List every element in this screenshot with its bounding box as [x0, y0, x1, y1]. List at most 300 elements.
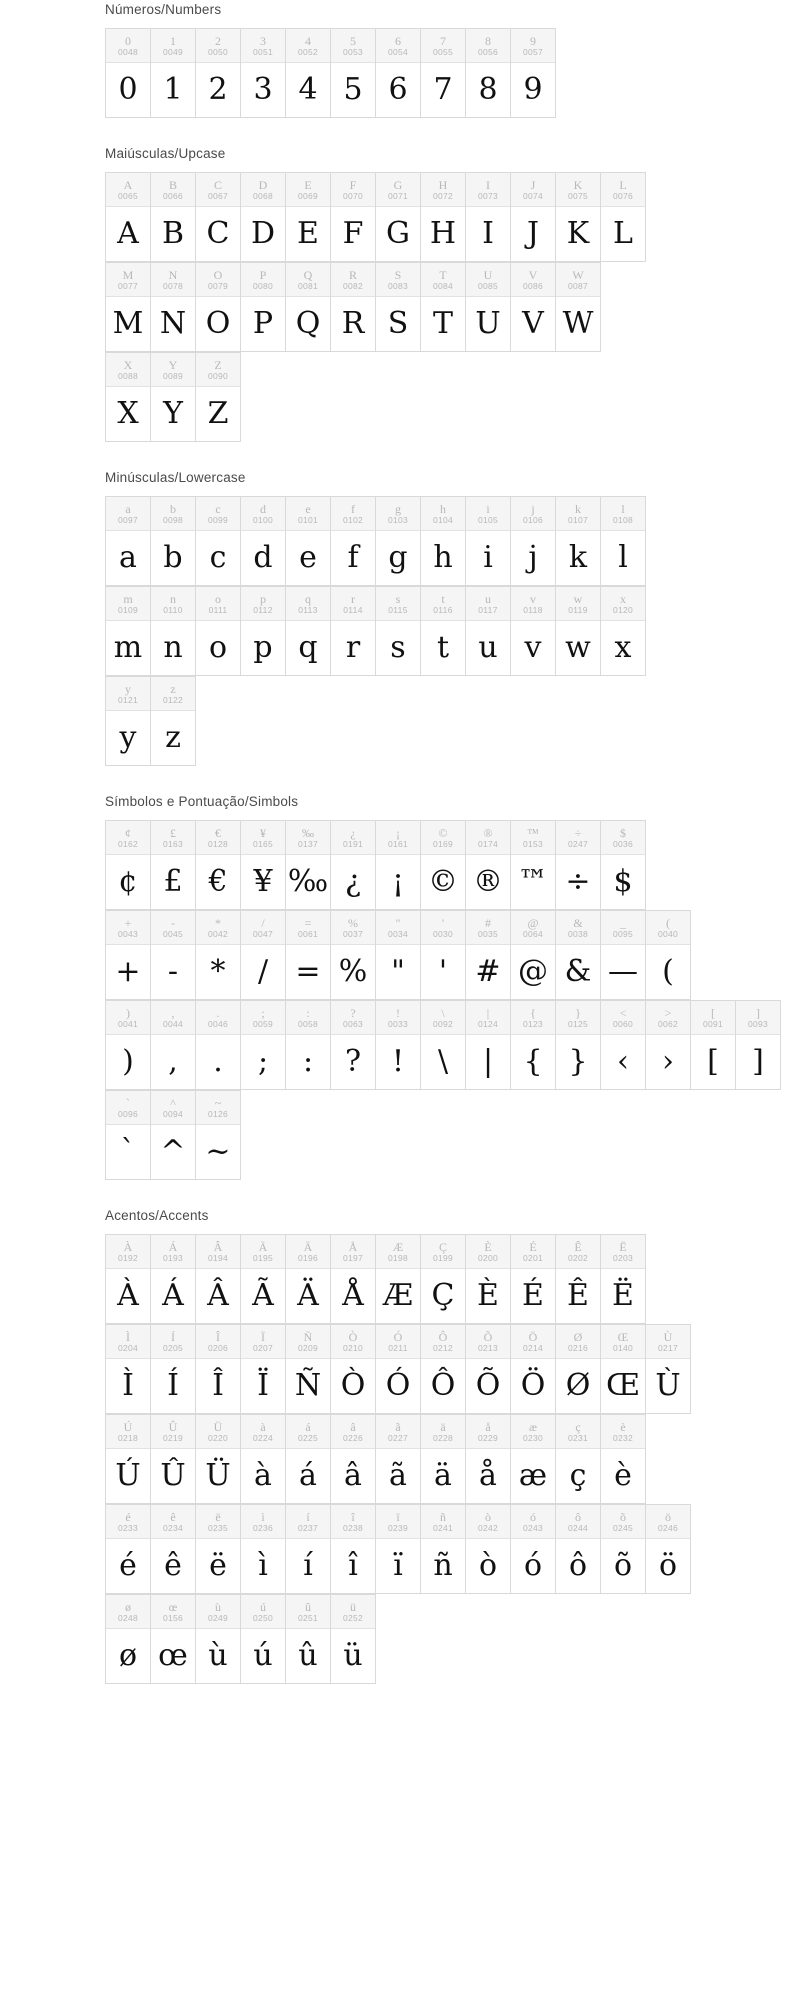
glyph-row [105, 1324, 691, 1414]
glyph-sample: R [341, 306, 365, 341]
glyph-sample: v [524, 630, 542, 665]
glyph-character-label: ü [350, 1599, 356, 1614]
glyph-cell[interactable] [196, 173, 241, 262]
glyph-sample: É [522, 1278, 544, 1313]
glyph-cell[interactable] [106, 1235, 151, 1324]
glyph-cell[interactable] [196, 29, 241, 118]
glyph-cell[interactable] [466, 1001, 511, 1090]
glyph-cell-header [196, 353, 240, 387]
glyph-cell[interactable] [241, 1505, 286, 1594]
glyph-cell[interactable] [241, 821, 286, 910]
glyph-cell[interactable] [736, 1001, 781, 1090]
glyph-cell[interactable] [106, 677, 151, 766]
glyph-cell[interactable] [106, 29, 151, 118]
glyph-cell[interactable] [151, 29, 196, 118]
glyph-sample: ï [393, 1548, 403, 1583]
glyph-cell[interactable] [286, 1001, 331, 1090]
glyph-cell[interactable] [151, 1505, 196, 1594]
glyph-code-label: 0038 [567, 928, 589, 939]
glyph-character-label: Ó [393, 1329, 403, 1344]
glyph-character-label: K [573, 177, 583, 192]
glyph-cell-header [601, 1415, 645, 1449]
glyph-character-label: ] [756, 1005, 760, 1020]
glyph-code-label: 0085 [477, 280, 499, 291]
glyph-character-label: > [664, 1005, 672, 1020]
glyph-cell[interactable] [286, 587, 331, 676]
glyph-code-label: 0101 [297, 514, 319, 525]
glyph-cell[interactable] [286, 1595, 331, 1684]
glyph-cell[interactable] [331, 1235, 376, 1324]
glyph-cell[interactable] [421, 1235, 466, 1324]
glyph-cell[interactable] [151, 1415, 196, 1504]
glyph-cell[interactable] [376, 173, 421, 262]
glyph-cell[interactable] [511, 1235, 556, 1324]
glyph-cell[interactable] [601, 173, 646, 262]
glyph-character-label: H [438, 177, 448, 192]
glyph-cell[interactable] [511, 911, 556, 1000]
glyph-cell[interactable] [106, 263, 151, 352]
glyph-sample: ¿ [344, 864, 362, 899]
glyph-cell-header [331, 263, 375, 297]
glyph-cell-header [151, 1091, 195, 1125]
glyph-cell[interactable] [196, 1091, 241, 1180]
glyph-character-label: Ù [663, 1329, 673, 1344]
glyph-character-label: k [575, 501, 581, 516]
glyph-cell[interactable] [376, 1505, 421, 1594]
glyph-cell[interactable] [196, 1505, 241, 1594]
glyph-character-label: 7 [440, 33, 446, 48]
glyph-code-label: 0162 [117, 838, 139, 849]
glyph-cell-header [151, 821, 195, 855]
glyph-cell[interactable] [421, 1505, 466, 1594]
glyph-cell[interactable] [466, 263, 511, 352]
glyph-cell[interactable] [196, 497, 241, 586]
glyph-cell[interactable] [376, 1235, 421, 1324]
glyph-cell[interactable] [286, 1235, 331, 1324]
glyph-cell[interactable] [421, 587, 466, 676]
glyph-cell[interactable] [466, 587, 511, 676]
glyph-cell[interactable] [241, 1001, 286, 1090]
glyph-cell[interactable] [106, 1325, 151, 1414]
glyph-cell-header [601, 1505, 645, 1539]
glyph-cell[interactable] [286, 1325, 331, 1414]
glyph-cell[interactable] [601, 587, 646, 676]
glyph-sample: X [117, 396, 139, 431]
glyph-cell[interactable] [196, 263, 241, 352]
glyph-sample: ë [209, 1548, 227, 1583]
glyph-cell[interactable] [376, 263, 421, 352]
glyph-character-label: % [348, 915, 358, 930]
glyph-cell[interactable] [331, 1001, 376, 1090]
glyph-cell[interactable] [151, 911, 196, 1000]
glyph-character-label: m [123, 591, 133, 606]
glyph-cell-header [196, 587, 240, 621]
glyph-sample: | [482, 1044, 494, 1079]
glyph-cell-header [241, 911, 285, 945]
glyph-character-label: V [528, 267, 538, 282]
glyph-character-label: Ü [213, 1419, 223, 1434]
glyph-cell[interactable] [151, 1001, 196, 1090]
glyph-cell[interactable] [331, 911, 376, 1000]
glyph-sample: p [253, 630, 273, 665]
glyph-cell-header [421, 1235, 465, 1269]
glyph-cell[interactable] [151, 497, 196, 586]
glyph-cell-header [421, 263, 465, 297]
glyph-code-label: 0104 [432, 514, 454, 525]
glyph-sample: ù [208, 1638, 228, 1673]
glyph-cell-header [106, 1091, 150, 1125]
glyph-sample: K [566, 216, 590, 251]
glyph-cell[interactable] [286, 29, 331, 118]
glyph-cell-header [151, 1325, 195, 1359]
glyph-code-label: 0067 [207, 190, 229, 201]
glyph-sample: P [252, 306, 274, 341]
glyph-cell-header [331, 1325, 375, 1359]
glyph-cell[interactable] [646, 1505, 691, 1594]
glyph-character-label: [ [711, 1005, 715, 1020]
glyph-cell[interactable] [331, 1415, 376, 1504]
glyph-cell[interactable] [151, 587, 196, 676]
glyph-code-label: 0212 [432, 1342, 454, 1353]
glyph-cell[interactable] [151, 1325, 196, 1414]
glyph-sample: u [478, 630, 498, 665]
glyph-cell[interactable] [601, 1325, 646, 1414]
glyph-cell[interactable] [241, 29, 286, 118]
glyph-cell[interactable] [376, 497, 421, 586]
glyph-cell[interactable] [601, 497, 646, 586]
glyph-cell[interactable] [106, 497, 151, 586]
glyph-sample: f [347, 540, 359, 575]
glyph-cell[interactable] [106, 1001, 151, 1090]
glyph-cell[interactable] [376, 911, 421, 1000]
glyph-cell[interactable] [601, 911, 646, 1000]
glyph-code-label: 0161 [387, 838, 409, 849]
glyph-cell[interactable] [421, 29, 466, 118]
glyph-character-label: û [305, 1599, 311, 1614]
glyph-cell[interactable] [241, 263, 286, 352]
glyph-cell-header [286, 821, 330, 855]
glyph-sample: I [482, 216, 494, 251]
glyph-sample: { [523, 1044, 543, 1079]
glyph-character-label: i [486, 501, 490, 516]
glyph-cell[interactable] [466, 29, 511, 118]
glyph-cell[interactable] [511, 29, 556, 118]
glyph-cell[interactable] [106, 173, 151, 262]
glyph-character-label: , [171, 1005, 175, 1020]
glyph-cell[interactable] [241, 911, 286, 1000]
glyph-code-label: 0248 [117, 1612, 139, 1623]
glyph-cell[interactable] [151, 1091, 196, 1180]
glyph-cell-header [196, 173, 240, 207]
glyph-cell[interactable] [151, 353, 196, 442]
glyph-cell[interactable] [421, 1001, 466, 1090]
glyph-code-label: 0069 [297, 190, 319, 201]
glyph-character-label: 0 [125, 33, 131, 48]
glyph-cell[interactable] [106, 1091, 151, 1180]
glyph-cell-header [556, 1415, 600, 1449]
glyph-cell-header [421, 173, 465, 207]
glyph-cell[interactable] [376, 29, 421, 118]
glyph-code-label: 0193 [162, 1252, 184, 1263]
glyph-cell[interactable] [376, 587, 421, 676]
glyph-character-label: ¿ [350, 825, 356, 840]
glyph-row [105, 496, 646, 586]
glyph-cell[interactable] [511, 1505, 556, 1594]
glyph-cell[interactable] [466, 1235, 511, 1324]
glyph-cell[interactable] [556, 911, 601, 1000]
glyph-code-label: 0116 [433, 604, 453, 615]
glyph-cell[interactable] [646, 1325, 691, 1414]
glyph-sample: 6 [388, 72, 408, 107]
glyph-cell[interactable] [466, 1505, 511, 1594]
glyph-cell[interactable] [286, 911, 331, 1000]
glyph-cell[interactable] [151, 821, 196, 910]
glyph-character-label: y [125, 681, 131, 696]
glyph-cell[interactable] [511, 587, 556, 676]
glyph-cell[interactable] [466, 173, 511, 262]
glyph-cell-header [331, 1415, 375, 1449]
glyph-cell[interactable] [601, 821, 646, 910]
glyph-cell[interactable] [241, 587, 286, 676]
glyph-cell[interactable] [196, 1235, 241, 1324]
glyph-cell[interactable] [511, 1325, 556, 1414]
glyph-cell[interactable] [466, 1325, 511, 1414]
glyph-cell-header [466, 173, 510, 207]
glyph-cell[interactable] [421, 173, 466, 262]
glyph-character-label: W [572, 267, 584, 282]
glyph-cell-header [286, 29, 330, 63]
glyph-cell[interactable] [646, 1001, 691, 1090]
glyph-cell[interactable] [556, 497, 601, 586]
glyph-cell[interactable] [421, 497, 466, 586]
glyph-character-label: M [122, 267, 134, 282]
glyph-cell[interactable] [466, 1415, 511, 1504]
glyph-cell[interactable] [556, 1325, 601, 1414]
glyph-character-label: Ì [126, 1329, 130, 1344]
glyph-rows [105, 820, 800, 1180]
glyph-cell[interactable] [601, 1235, 646, 1324]
glyph-cell[interactable] [421, 1415, 466, 1504]
glyph-character-label: À [123, 1239, 133, 1254]
glyph-cell[interactable] [466, 497, 511, 586]
glyph-cell[interactable] [286, 497, 331, 586]
glyph-cell[interactable] [511, 1415, 556, 1504]
glyph-cell[interactable] [421, 821, 466, 910]
glyph-sample: ™ [518, 864, 548, 899]
glyph-sample: o [208, 630, 228, 665]
glyph-cell[interactable] [466, 911, 511, 1000]
glyph-cell[interactable] [286, 173, 331, 262]
glyph-cell-header [331, 821, 375, 855]
glyph-sample: J [526, 216, 540, 251]
glyph-sample: Q [295, 306, 321, 341]
glyph-cell[interactable] [421, 1325, 466, 1414]
glyph-cell[interactable] [556, 587, 601, 676]
glyph-cell-header [466, 1001, 510, 1035]
glyph-cell-header [241, 1595, 285, 1629]
glyph-cell[interactable] [196, 1001, 241, 1090]
glyph-cell-header [286, 1235, 330, 1269]
glyph-cell[interactable] [421, 263, 466, 352]
glyph-cell[interactable] [106, 911, 151, 1000]
glyph-cell[interactable] [376, 1415, 421, 1504]
glyph-cell[interactable] [151, 173, 196, 262]
glyph-cell[interactable] [556, 1001, 601, 1090]
glyph-sample: ÷ [565, 864, 591, 899]
glyph-cell[interactable] [601, 1415, 646, 1504]
glyph-cell-header [151, 497, 195, 531]
glyph-cell[interactable] [241, 1595, 286, 1684]
glyph-code-label: 0220 [207, 1432, 229, 1443]
glyph-sample: € [208, 864, 228, 899]
glyph-cell[interactable] [511, 1001, 556, 1090]
glyph-cell[interactable] [376, 1325, 421, 1414]
glyph-cell[interactable] [601, 1505, 646, 1594]
glyph-cell[interactable] [196, 353, 241, 442]
glyph-character-label: ê [170, 1509, 176, 1524]
glyph-code-label: 0207 [252, 1342, 274, 1353]
glyph-cell[interactable] [151, 263, 196, 352]
glyph-cell[interactable] [601, 1001, 646, 1090]
glyph-code-label: 0239 [387, 1522, 409, 1533]
glyph-sample: æ [518, 1458, 548, 1493]
glyph-cell[interactable] [286, 1505, 331, 1594]
glyph-sample: 5 [343, 72, 363, 107]
glyph-sample: ! [391, 1044, 405, 1079]
glyph-cell[interactable] [376, 1001, 421, 1090]
glyph-cell[interactable] [106, 587, 151, 676]
glyph-sample: Ù [655, 1368, 681, 1403]
glyph-sample: ö [658, 1548, 678, 1583]
glyph-cell[interactable] [286, 821, 331, 910]
glyph-cell[interactable] [106, 1415, 151, 1504]
glyph-cell[interactable] [241, 1325, 286, 1414]
glyph-character-label: + [124, 915, 132, 930]
glyph-cell[interactable] [331, 1595, 376, 1684]
glyph-cell[interactable] [331, 29, 376, 118]
glyph-character-label: ö [665, 1509, 671, 1524]
glyph-code-label: 0083 [387, 280, 409, 291]
glyph-sample: Î [212, 1368, 224, 1403]
glyph-character-label: ¡ [396, 825, 400, 840]
glyph-cell[interactable] [331, 821, 376, 910]
glyph-character-label: ! [396, 1005, 400, 1020]
glyph-cell[interactable] [466, 821, 511, 910]
glyph-cell[interactable] [556, 173, 601, 262]
glyph-cell-header [511, 911, 555, 945]
glyph-cell[interactable] [196, 1415, 241, 1504]
glyph-cell[interactable] [241, 173, 286, 262]
glyph-cell[interactable] [691, 1001, 736, 1090]
glyph-cell[interactable] [331, 1505, 376, 1594]
glyph-code-label: 0246 [657, 1522, 679, 1533]
glyph-character-label: 8 [485, 33, 491, 48]
glyph-cell[interactable] [646, 911, 691, 1000]
glyph-cell-header [331, 1235, 375, 1269]
glyph-sample: Ã [252, 1278, 274, 1313]
glyph-cell[interactable] [511, 263, 556, 352]
glyph-cell[interactable] [331, 497, 376, 586]
glyph-code-label: 0050 [207, 46, 229, 57]
glyph-code-label: 0228 [432, 1432, 454, 1443]
glyph-cell[interactable] [511, 497, 556, 586]
glyph-cell[interactable] [556, 1415, 601, 1504]
glyph-cell[interactable] [151, 1595, 196, 1684]
glyph-sample: ` [120, 1134, 136, 1169]
glyph-cell[interactable] [556, 263, 601, 352]
glyph-cell[interactable] [196, 1325, 241, 1414]
glyph-code-label: 0232 [612, 1432, 634, 1443]
glyph-cell[interactable] [556, 1505, 601, 1594]
glyph-cell[interactable] [556, 821, 601, 910]
glyph-character-label: D [258, 177, 268, 192]
glyph-code-label: 0137 [297, 838, 319, 849]
glyph-cell[interactable] [106, 353, 151, 442]
glyph-cell[interactable] [331, 587, 376, 676]
glyph-code-label: 0244 [567, 1522, 589, 1533]
glyph-character-label: æ [528, 1419, 537, 1434]
glyph-code-label: 0125 [567, 1018, 589, 1029]
glyph-sample: D [250, 216, 276, 251]
glyph-cell[interactable] [196, 821, 241, 910]
glyph-sample: í [303, 1548, 313, 1583]
glyph-cell[interactable] [151, 1235, 196, 1324]
glyph-cell[interactable] [241, 1415, 286, 1504]
glyph-row [105, 1594, 376, 1684]
glyph-cell-header [601, 173, 645, 207]
glyph-cell[interactable] [241, 497, 286, 586]
glyph-cell[interactable] [151, 677, 196, 766]
glyph-cell[interactable] [331, 263, 376, 352]
glyph-code-label: 0059 [252, 1018, 274, 1029]
glyph-cell[interactable] [376, 821, 421, 910]
glyph-character-label: Ö [528, 1329, 538, 1344]
glyph-cell[interactable] [196, 911, 241, 1000]
glyph-cell-header [196, 1001, 240, 1035]
glyph-sample: Í [167, 1368, 179, 1403]
glyph-code-label: 0206 [207, 1342, 229, 1353]
glyph-cell[interactable] [331, 173, 376, 262]
glyph-character-label: Â [213, 1239, 223, 1254]
glyph-cell[interactable] [196, 1595, 241, 1684]
glyph-cell[interactable] [331, 1325, 376, 1414]
glyph-cell[interactable] [106, 1505, 151, 1594]
glyph-code-label: 0123 [522, 1018, 544, 1029]
glyph-cell-header [511, 173, 555, 207]
glyph-sample: ¡ [391, 864, 405, 899]
glyph-sample: C [206, 216, 230, 251]
glyph-cell[interactable] [286, 263, 331, 352]
glyph-cell[interactable] [241, 1235, 286, 1324]
glyph-cell[interactable] [511, 173, 556, 262]
glyph-cell[interactable] [556, 1235, 601, 1324]
glyph-cell[interactable] [286, 1415, 331, 1504]
glyph-character-label: 3 [260, 33, 266, 48]
glyph-cell[interactable] [106, 1595, 151, 1684]
glyph-cell[interactable] [196, 587, 241, 676]
glyph-cell[interactable] [511, 821, 556, 910]
glyph-cell[interactable] [421, 911, 466, 1000]
glyph-sample: ã [389, 1458, 407, 1493]
glyph-character-label: c [215, 501, 221, 516]
glyph-cell[interactable] [106, 821, 151, 910]
glyph-sample: * [210, 954, 226, 989]
glyph-code-label: 0192 [117, 1252, 139, 1263]
glyph-sample: B [161, 216, 185, 251]
glyph-character-label: 4 [305, 33, 311, 48]
glyph-cell-header [196, 1415, 240, 1449]
glyph-character-label: ‰ [302, 825, 314, 840]
